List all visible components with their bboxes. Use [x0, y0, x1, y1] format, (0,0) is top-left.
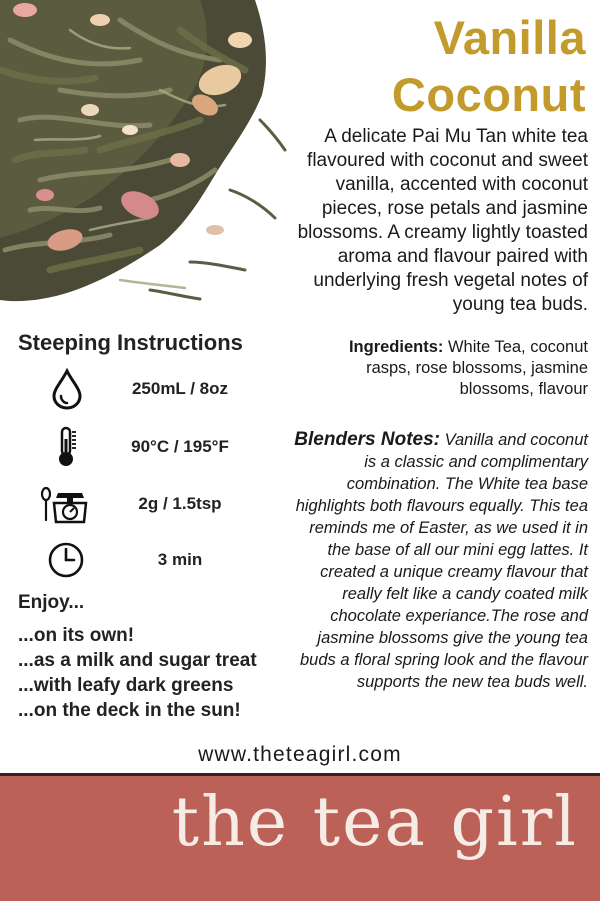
steeping-water — [40, 367, 270, 411]
website-url: www.theteagirl.com — [198, 743, 402, 766]
footer-band — [0, 773, 600, 901]
blenders-notes-text: Vanilla and coconut is a classic and complimentary combination. The White tea base highlights both flavours equally. This tea reminds me of Easter, as we used it in the base of all our mini egg lattes. It created a unique creamy flavour that really felt like a candy coated milk chocolate experiance.The rose and jasmine blossoms give the young tea buds a floral spring look and the flavour supports the new tea buds well. — [295, 431, 588, 691]
clock-icon — [40, 538, 90, 582]
blenders-notes-label: Blenders Notes: — [294, 429, 440, 450]
brand-logo: the tea girl — [171, 783, 578, 862]
enjoy-list — [18, 623, 257, 723]
water-drop-icon — [40, 367, 90, 411]
enjoy-item: ...on the deck in the sun! — [18, 700, 241, 721]
enjoy-item: ...with leafy dark greens — [18, 675, 234, 696]
title-line-2: Coconut — [391, 68, 586, 121]
ingredients-text: White Tea, coconut rasps, rose blossoms, jasmine blossoms, flavour — [366, 338, 588, 398]
steeping-heading: Steeping Instructions — [18, 330, 243, 355]
enjoy-item: ...on its own! — [18, 625, 135, 646]
steeping-amount — [40, 482, 270, 526]
thermometer-icon — [40, 425, 90, 469]
scale-spoon-icon — [40, 482, 90, 526]
enjoy-heading: Enjoy... — [18, 592, 85, 613]
enjoy-item: ...as a milk and sugar treat — [18, 650, 257, 671]
tea-leaves-image — [0, 0, 300, 305]
title-line-1: Vanilla — [433, 11, 586, 64]
steep-time: 3 min — [157, 550, 203, 569]
blenders-notes — [282, 429, 588, 693]
steeping-temperature — [40, 425, 270, 469]
tea-description: A delicate Pai Mu Tan white tea flavoured with coconut and sweet vanilla, accented with coconut pieces, rose petals and jasmine blossoms. A creamy lightly toasted aroma and flavour paired with underlying fresh vegetal notes of young tea buds. — [297, 126, 588, 315]
ingredients-label: Ingredients: — [348, 338, 444, 356]
steeping-time — [40, 538, 270, 582]
tea-amount: 2g / 1.5tsp — [138, 494, 222, 513]
water-amount: 250mL / 8oz — [131, 379, 229, 398]
water-temperature: 90°C / 195°F — [131, 437, 229, 456]
ingredients — [310, 337, 588, 400]
